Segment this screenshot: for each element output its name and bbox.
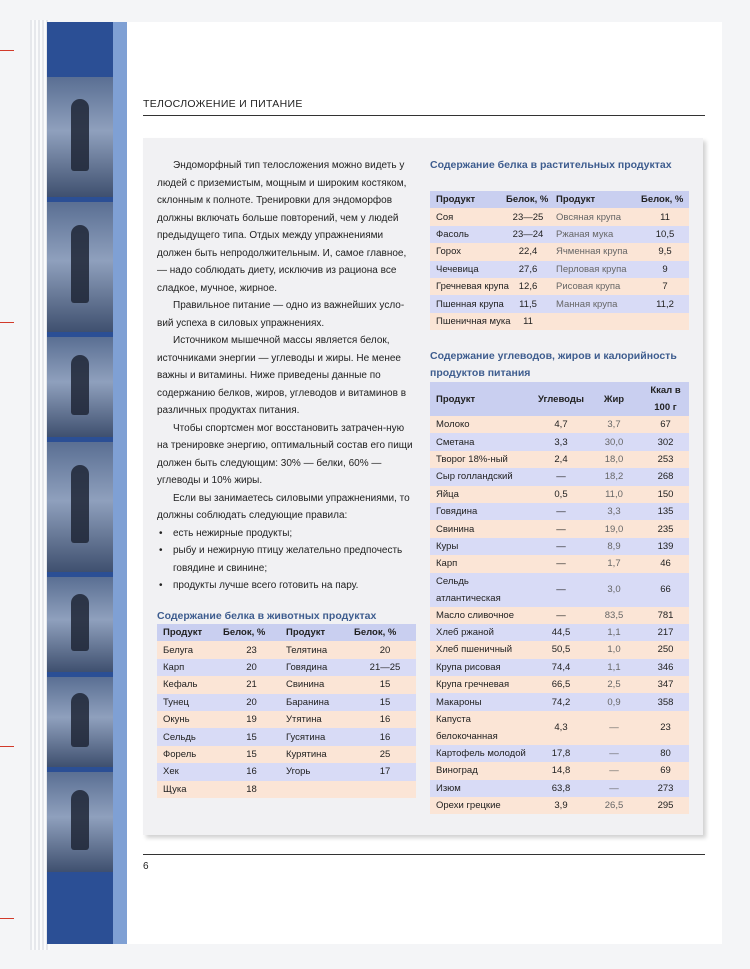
table-cell: 273 — [636, 780, 689, 797]
table-cell — [348, 781, 416, 798]
page-title: ТЕЛОСЛОЖЕНИЕ И ПИТАНИЕ — [143, 98, 303, 110]
column-header: Белок, % — [635, 191, 689, 208]
table-cell: 15 — [348, 694, 416, 711]
table-cell: — — [586, 745, 636, 762]
exercise-photo — [47, 337, 113, 437]
table-cell: Хлеб ржаной — [430, 624, 530, 641]
table-cell: 8,9 — [586, 538, 636, 555]
table-cell: Карп — [157, 659, 217, 676]
table-row — [430, 538, 689, 555]
table-cell: Кефаль — [157, 676, 217, 693]
table-cell: — — [530, 555, 586, 572]
table-cell: Орехи грецкие — [430, 797, 530, 814]
table-cell: — — [530, 503, 586, 520]
table-row — [430, 676, 689, 693]
table-row — [430, 711, 689, 745]
table-cell: 781 — [636, 607, 689, 624]
table-cell: 9,5 — [635, 243, 689, 260]
table-row — [157, 781, 416, 798]
table-cell: Сельдь — [157, 728, 217, 745]
table-cell: 250 — [636, 641, 689, 658]
side-ribbon — [113, 22, 127, 944]
table-cell: 18,0 — [586, 451, 636, 468]
paragraph: Правильное питание — одно из важнейших усло-вий успеха в силовых упражнениях. — [157, 300, 405, 329]
table-row — [430, 693, 689, 710]
animal-protein-table — [157, 624, 416, 798]
table-cell: Горох — [430, 243, 500, 260]
table-cell: 23 — [217, 641, 280, 658]
table-row — [157, 641, 416, 658]
table-cell: 17 — [348, 763, 416, 780]
table-cell: Картофель молодой — [430, 745, 530, 762]
table-header-row — [430, 382, 689, 416]
table-cell: 19 — [217, 711, 280, 728]
table-cell: 253 — [636, 451, 689, 468]
table-row — [430, 468, 689, 485]
table-cell: Рисовая крупа — [550, 278, 635, 295]
table-cell: Соя — [430, 208, 500, 225]
table-cell: 150 — [636, 486, 689, 503]
table-cell: 19,0 — [586, 520, 636, 537]
table-cell: Тунец — [157, 694, 217, 711]
table-cell — [550, 313, 635, 330]
table-cell: Пшенная крупа — [430, 295, 500, 312]
paragraph: Чтобы спортсмен мог восстановить затрачен-ную на тренировке энергию, оптимальный состав его пищи должен быть следующим: 30% — белки, 60% — углеводы и 10% жиры. — [157, 422, 413, 486]
list-item: • рыбу и нежирную птицу желательно предпочесть говядине и свинине; — [157, 542, 417, 577]
table-row — [430, 745, 689, 762]
table-cell: 1,7 — [586, 555, 636, 572]
table-cell: Яйца — [430, 486, 530, 503]
table-cell: — — [530, 468, 586, 485]
table-cell: Изюм — [430, 780, 530, 797]
column-header: Жир — [586, 382, 636, 416]
table-cell: 217 — [636, 624, 689, 641]
table-cell: 346 — [636, 659, 689, 676]
table-row — [157, 763, 416, 780]
table-row — [157, 659, 416, 676]
table-cell: 139 — [636, 538, 689, 555]
table-cell: 11,0 — [586, 486, 636, 503]
table-row — [430, 780, 689, 797]
table-row — [430, 607, 689, 624]
table-row — [430, 641, 689, 658]
table-cell: — — [530, 538, 586, 555]
table-cell: 80 — [636, 745, 689, 762]
table-cell: 23—25 — [500, 208, 550, 225]
table-cell: — — [586, 780, 636, 797]
table-cell: Хек — [157, 763, 217, 780]
table-row — [157, 694, 416, 711]
table-cell: Чечевица — [430, 261, 500, 278]
table-cell: Ржаная мука — [550, 226, 635, 243]
table-cell: 347 — [636, 676, 689, 693]
footer-rule — [143, 854, 705, 855]
table-cell: 3,3 — [530, 433, 586, 450]
column-header: Белок, % — [500, 191, 550, 208]
table-cell — [635, 313, 689, 330]
column-header: Продукт — [430, 191, 500, 208]
table-cell: 74,2 — [530, 693, 586, 710]
exercise-photo — [47, 677, 113, 767]
table-cell: 27,6 — [500, 261, 550, 278]
plant-protein-table — [430, 191, 689, 330]
edge-marker — [0, 746, 14, 747]
table-cell: Молоко — [430, 416, 530, 433]
table-row — [430, 313, 689, 330]
table-cell: Фасоль — [430, 226, 500, 243]
table-row — [430, 243, 689, 260]
table-cell — [280, 781, 348, 798]
edge-marker — [0, 918, 14, 919]
carb-fat-calorie-table — [430, 382, 689, 814]
table-row — [430, 659, 689, 676]
table-header-row — [157, 624, 416, 641]
table-cell: Крупа гречневая — [430, 676, 530, 693]
table-cell: 23 — [636, 711, 689, 745]
table-cell: 11,5 — [500, 295, 550, 312]
table-cell: 3,9 — [530, 797, 586, 814]
table-cell: — — [586, 711, 636, 745]
table-row — [157, 728, 416, 745]
table-cell: 20 — [217, 694, 280, 711]
table-cell: 11 — [500, 313, 550, 330]
column-header: Белок, % — [348, 624, 416, 641]
table-cell: 18 — [217, 781, 280, 798]
table-cell: 4,3 — [530, 711, 586, 745]
table-cell: Масло сливочное — [430, 607, 530, 624]
paragraph: Источником мышечной массы является белок, источниками энергии — углеводы и жиры. Не менее важны и витамины. Ниже приведены данные по содержанию белков, жиров, углеводов и витаминов в различных продуктах питания. — [157, 335, 407, 416]
table-cell: 26,5 — [586, 797, 636, 814]
table-row — [430, 261, 689, 278]
table-cell: 20 — [217, 659, 280, 676]
table-cell: Перловая крупа — [550, 261, 635, 278]
table-cell: 302 — [636, 433, 689, 450]
table-cell: 44,5 — [530, 624, 586, 641]
table-cell: Карп — [430, 555, 530, 572]
table-cell: 1,0 — [586, 641, 636, 658]
table-cell: Пшеничная мука — [430, 313, 500, 330]
table-cell: Говядина — [280, 659, 348, 676]
animal-table-title: Содержание белка в животных продуктах — [157, 610, 377, 622]
table-cell: Сельдь атлантическая — [430, 573, 530, 607]
table-row — [430, 573, 689, 607]
table-row — [430, 295, 689, 312]
table-row — [157, 746, 416, 763]
table-header-row — [430, 191, 689, 208]
table-cell: Свинина — [280, 676, 348, 693]
table-cell: Свинина — [430, 520, 530, 537]
edge-marker — [0, 322, 14, 323]
table-cell: 11 — [635, 208, 689, 225]
table-cell: Гусятина — [280, 728, 348, 745]
table-cell: 3,3 — [586, 503, 636, 520]
table-cell: Ячменная крупа — [550, 243, 635, 260]
column-header: Ккал в 100 г — [636, 382, 689, 416]
table-cell: Сыр голландский — [430, 468, 530, 485]
table-cell: 15 — [217, 728, 280, 745]
table-cell: 16 — [348, 728, 416, 745]
page-number: 6 — [143, 861, 149, 872]
table-cell: Макароны — [430, 693, 530, 710]
column-header: Продукт — [280, 624, 348, 641]
column-header: Продукт — [550, 191, 635, 208]
table-row — [430, 486, 689, 503]
table-cell: 10,5 — [635, 226, 689, 243]
table-cell: 16 — [217, 763, 280, 780]
table-cell: 22,4 — [500, 243, 550, 260]
table-row — [430, 624, 689, 641]
table-cell: 9 — [635, 261, 689, 278]
column-header: Продукт — [430, 382, 530, 416]
table-row — [430, 451, 689, 468]
table-row — [430, 433, 689, 450]
table-cell: 66,5 — [530, 676, 586, 693]
plant-table-title: Содержание белка в растительных продуктах — [430, 159, 672, 171]
exercise-photo — [47, 577, 113, 672]
table-cell: 63,8 — [530, 780, 586, 797]
table-cell: 268 — [636, 468, 689, 485]
table-cell: 15 — [348, 676, 416, 693]
table-cell: Сметана — [430, 433, 530, 450]
table-row — [430, 797, 689, 814]
table-row — [430, 226, 689, 243]
table-cell: 235 — [636, 520, 689, 537]
table-cell: 3,7 — [586, 416, 636, 433]
table-cell: Куры — [430, 538, 530, 555]
table-cell: Хлеб пшеничный — [430, 641, 530, 658]
table-cell: 2,5 — [586, 676, 636, 693]
rules-list — [157, 525, 417, 595]
column-header: Белок, % — [217, 624, 280, 641]
table-cell: — — [530, 573, 586, 607]
table-row — [430, 416, 689, 433]
table-cell: 83,5 — [586, 607, 636, 624]
table-cell: 66 — [636, 573, 689, 607]
table-cell: 67 — [636, 416, 689, 433]
table-cell: 14,8 — [530, 762, 586, 779]
table-cell: 20 — [348, 641, 416, 658]
table-cell: Гречневая крупа — [430, 278, 500, 295]
exercise-photo — [47, 202, 113, 332]
table-cell: 15 — [217, 746, 280, 763]
table-cell: 135 — [636, 503, 689, 520]
table-cell: 7 — [635, 278, 689, 295]
table-cell: Овсяная крупа — [550, 208, 635, 225]
table-cell: 21 — [217, 676, 280, 693]
carb-table-title: Содержание углеводов, жиров и калорийность продуктов питания — [430, 350, 677, 379]
table-row — [430, 208, 689, 225]
paragraph: Если вы занимаетесь силовыми упражнениями, то должны соблюдать следующие правила: — [157, 492, 410, 521]
table-cell: 25 — [348, 746, 416, 763]
table-cell: 18,2 — [586, 468, 636, 485]
table-cell: 2,4 — [530, 451, 586, 468]
exercise-photo — [47, 772, 113, 872]
table-cell: 4,7 — [530, 416, 586, 433]
table-cell: 3,0 — [586, 573, 636, 607]
table-row — [157, 711, 416, 728]
table-cell: Щука — [157, 781, 217, 798]
table-cell: 1,1 — [586, 624, 636, 641]
table-row — [430, 503, 689, 520]
header-rule — [143, 115, 705, 116]
table-cell: Утятина — [280, 711, 348, 728]
edge-marker — [0, 50, 14, 51]
table-row — [430, 278, 689, 295]
table-row — [157, 676, 416, 693]
table-row — [430, 762, 689, 779]
table-cell: Манная крупа — [550, 295, 635, 312]
table-cell: Говядина — [430, 503, 530, 520]
table-cell: 11,2 — [635, 295, 689, 312]
table-cell: Капуста белокочанная — [430, 711, 530, 745]
table-cell: Курятина — [280, 746, 348, 763]
table-cell: 21—25 — [348, 659, 416, 676]
paragraph: Эндоморфный тип телосложения можно видеть у людей с приземистым, мощным и широким костяком, склонным к полноте. Тренировки для эндоморфов должны включать больше повторений, чем у людей предыдущего типа. Отдых между упражнениями должен быть непродолжительным. И, самое главное, — надо соблюдать диету, исключив из рациона все сладкое, мучное, жирное. — [157, 160, 407, 294]
table-cell: Угорь — [280, 763, 348, 780]
table-cell: 295 — [636, 797, 689, 814]
table-cell: 69 — [636, 762, 689, 779]
table-cell: Окунь — [157, 711, 217, 728]
table-cell: Творог 18%-ный — [430, 451, 530, 468]
table-cell: Виноград — [430, 762, 530, 779]
exercise-photo — [47, 442, 113, 572]
column-header: Продукт — [157, 624, 217, 641]
table-cell: — — [530, 607, 586, 624]
table-cell: 50,5 — [530, 641, 586, 658]
column-header: Углеводы — [530, 382, 586, 416]
table-cell: 12,6 — [500, 278, 550, 295]
list-item: • продукты лучше всего готовить на пару. — [157, 577, 417, 595]
table-cell: 30,0 — [586, 433, 636, 450]
photo-strip — [47, 22, 113, 944]
table-cell: 16 — [348, 711, 416, 728]
table-cell: Баранина — [280, 694, 348, 711]
table-cell: 1,1 — [586, 659, 636, 676]
table-cell: Белуга — [157, 641, 217, 658]
table-cell: 23—24 — [500, 226, 550, 243]
table-row — [430, 520, 689, 537]
table-cell: 0,5 — [530, 486, 586, 503]
table-cell: Форель — [157, 746, 217, 763]
table-cell: — — [586, 762, 636, 779]
table-cell: 358 — [636, 693, 689, 710]
table-cell: Крупа рисовая — [430, 659, 530, 676]
table-cell: 46 — [636, 555, 689, 572]
list-item: • есть нежирные продукты; — [157, 525, 417, 543]
table-cell: 17,8 — [530, 745, 586, 762]
table-cell: 74,4 — [530, 659, 586, 676]
table-cell: 0,9 — [586, 693, 636, 710]
table-cell: — — [530, 520, 586, 537]
body-text — [157, 157, 417, 595]
table-cell: Телятина — [280, 641, 348, 658]
exercise-photo — [47, 77, 113, 197]
table-row — [430, 555, 689, 572]
